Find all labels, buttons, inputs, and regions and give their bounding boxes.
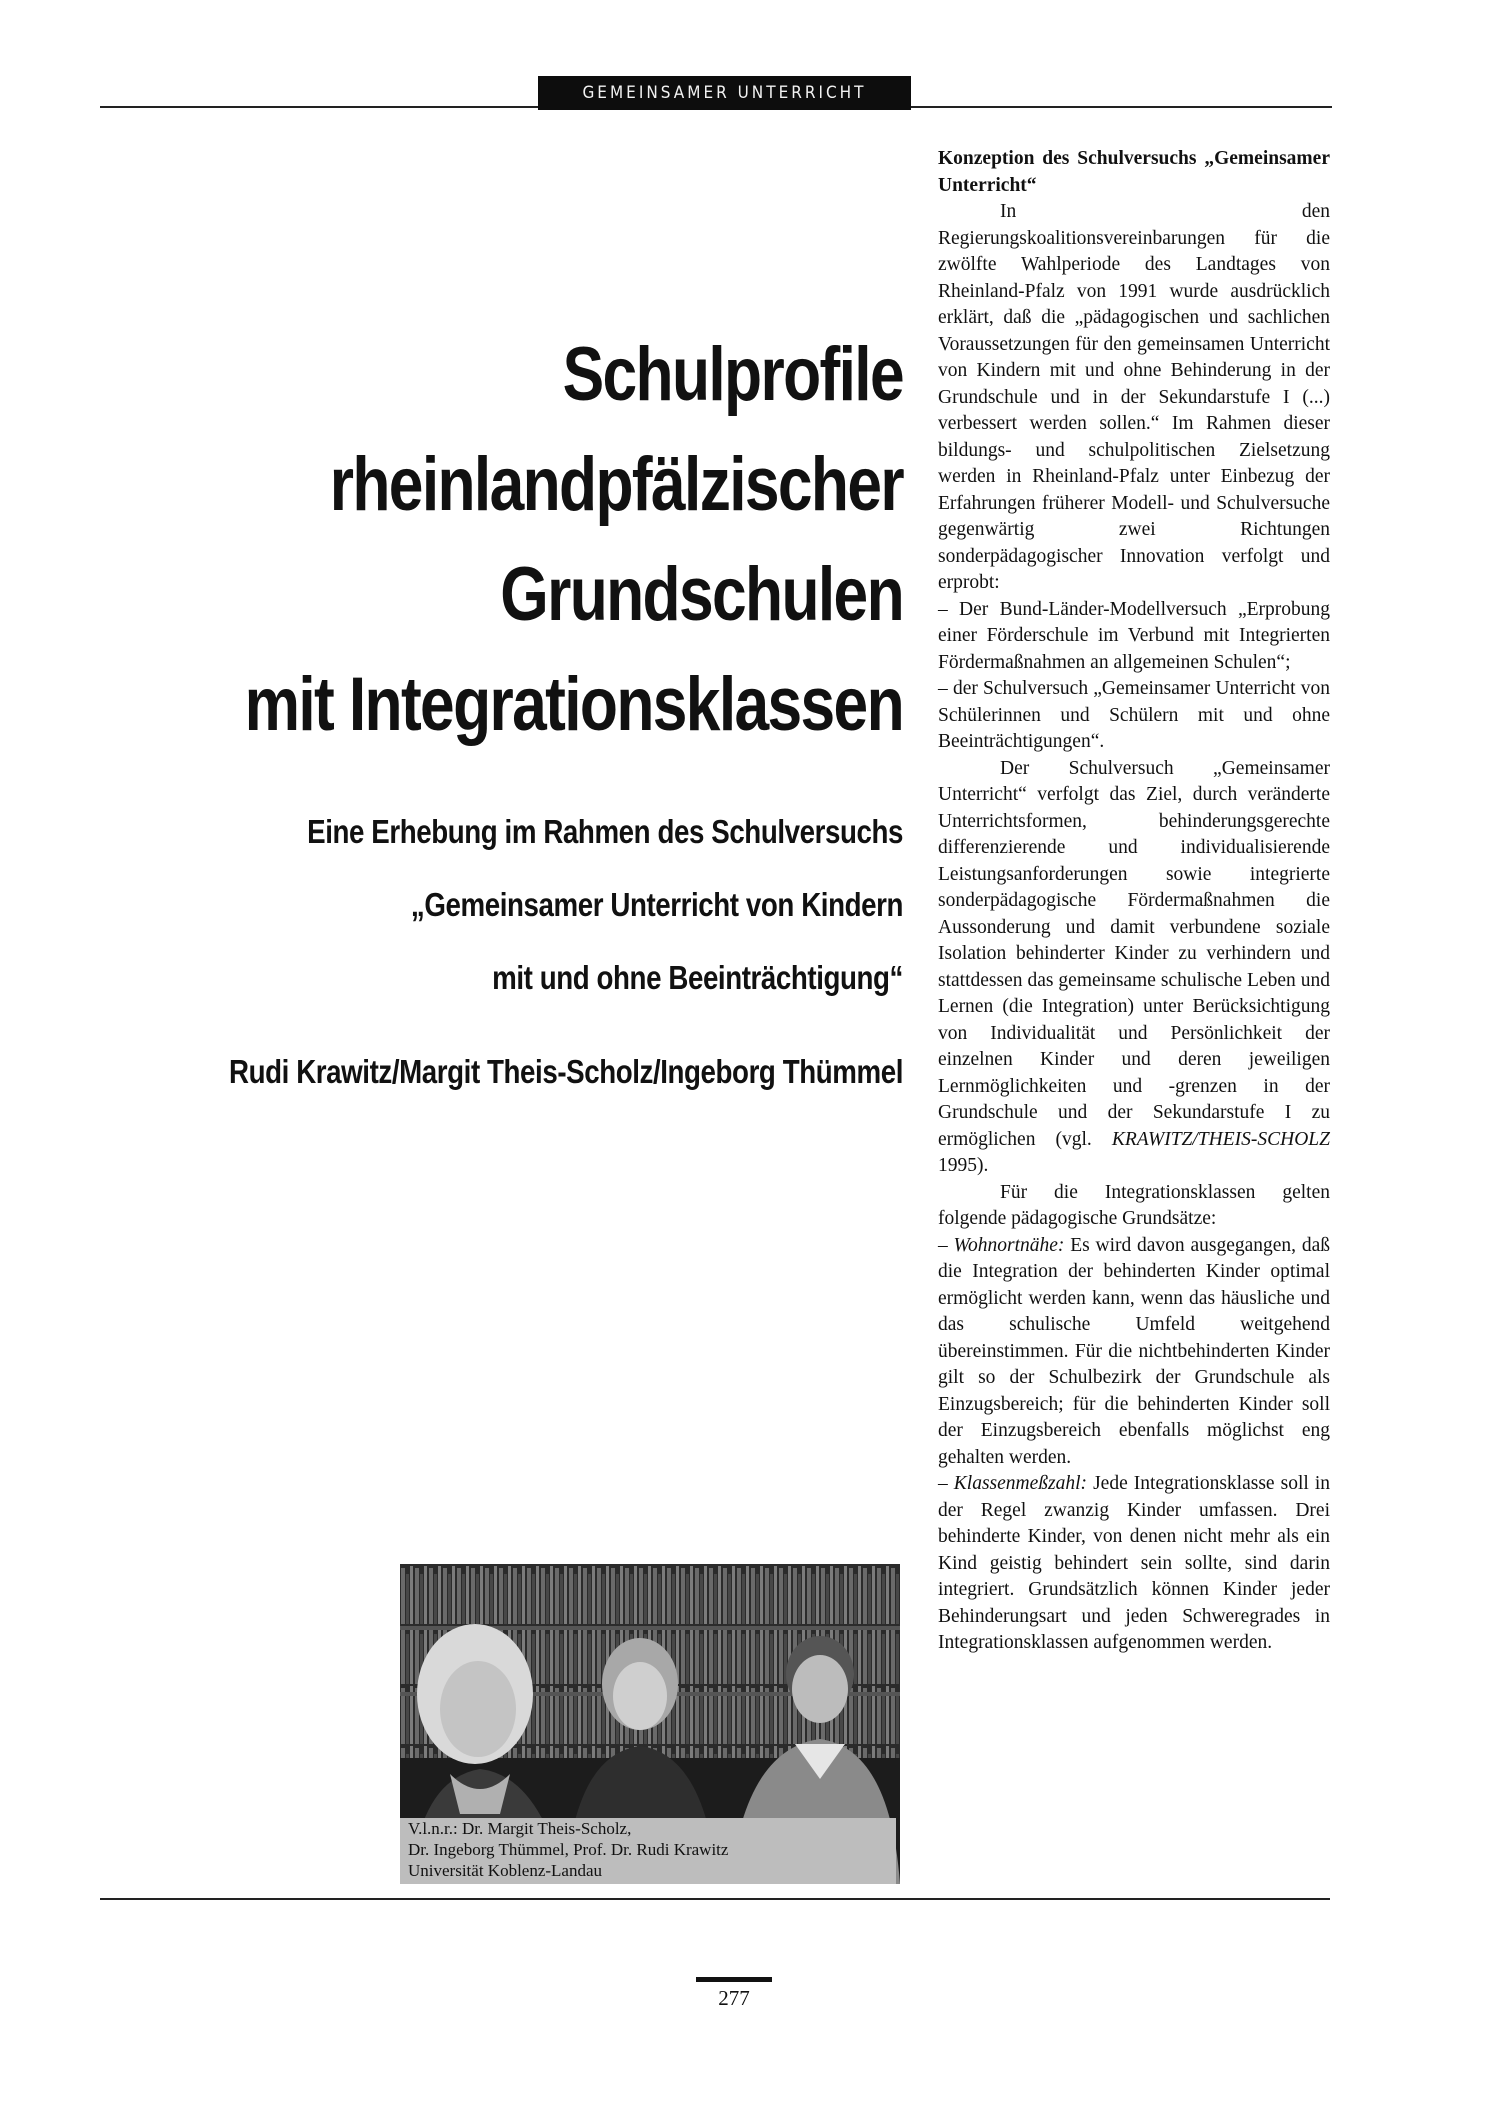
paragraph: In den Regierungskoalitionsvereinbarungen für die zwölfte Wahlperiode des Landtages von Rheinland-Pfalz von 1991 wurde ausdrücklich erklärt, daß die „pädagogischen und sachlichen Voraussetzungen für den gemeinsamen Unterricht von Kindern mit und ohne Behinderung in der Grundschule und in der Sekundarstufe I (...) verbessert werden sollen.“ Im Rahmen dieser bildungs- und schulpolitischen Zielsetzung werden in Rheinland-Pfalz unter Einbezug der Erfahrungen früherer Modell- und Schulversuche gegenwärtig zwei Richtungen sonderpädagogischer Innovation verfolgt und erprobt:	[938, 201, 1330, 593]
title-line: mit Integrationsklassen	[244, 662, 904, 747]
list-item: – Wohnortnähe: Es wird davon ausgegangen, daß die Integration der behinderten Kinder optimal ermöglicht werden kann, wenn das häusliche und das schulische Umfeld weitgehend übereinstimmen. Für die nichtbehinderten Kinder gilt so der Schulbezirk der Grundschule als Einzugsbereich; für die behinderten Kinder soll der Einzugsbereich ebenfalls möglichst eng gehalten werden.	[938, 1234, 1331, 1468]
list-item: – Der Bund-Länder-Modellversuch „Erprobung einer Förderschule im Verbund mit Integrierten Fördermaßnahmen an allgemeinen Schulen“;	[938, 598, 1330, 673]
list-term: Klassenmeßzahl:	[953, 1473, 1088, 1494]
paragraph-text: Der Schulversuch „Gemeinsamer Unterricht“ verfolgt das Ziel, durch veränderte Unterrichtsformen, behinderungsgerechte differenzierende und individualisierende Leistungsanforderungen sowie integrierte sonderpädagogische Fördermaßnahmen die Aussonderung und damit verbundene soziale Isolation behinderter Kinder zu verhindern und stattdessen das gemeinsame schulische Leben und Lernen (die Integration) unter Berücksichtigung von Individualität und Persönlichkeit der einzelnen Kinder und deren jeweiligen Lernmöglichkeiten und -grenzen in der Grundschule und der Sekundarstufe I zu ermöglichen (vgl.	[938, 757, 1330, 1150]
title-line: Grundschulen	[500, 552, 903, 637]
section-label: GEMEINSAMER UNTERRICHT	[538, 76, 911, 110]
article-title	[245, 320, 903, 760]
page-number: 277	[718, 1986, 750, 2010]
subtitle-line: Eine Erhebung im Rahmen des Schulversuchs	[307, 813, 904, 850]
citation-year: 1995).	[938, 1155, 989, 1176]
footer-rule	[100, 1898, 1330, 1900]
list-item: – Klassenmeßzahl: Jede Integrationsklasse soll in der Regel zwanzig Kinder umfassen. Drei behinderte Kinder, von denen nicht mehr als ein Kind geistig behindert sein sollte, sind darin integriert. Grundsätzlich können Kinder jeder Behinderungsart und jeden Schweregrades in Integrationsklassen aufgenommen werden.	[938, 1473, 1330, 1653]
subtitle-line: mit und ohne Beeinträchtigung“	[492, 959, 903, 996]
caption-line: Dr. Ingeborg Thümmel, Prof. Dr. Rudi Krawitz	[408, 1840, 729, 1859]
article-authors: Rudi Krawitz/Margit Theis-Scholz/Ingeborg Thümmel	[229, 1053, 904, 1090]
title-line: Schulprofile	[562, 332, 903, 417]
caption-line: V.l.n.r.: Dr. Margit Theis-Scholz,	[408, 1819, 632, 1838]
paragraph	[938, 756, 1330, 1180]
article-subtitle	[228, 795, 903, 1014]
body-column	[938, 146, 1330, 1657]
citation: KRAWITZ/THEIS-SCHOLZ	[1111, 1128, 1330, 1150]
photo-caption	[400, 1818, 896, 1884]
list-text: Es wird davon ausgegangen, daß die Integration der behinderten Kinder optimal ermöglicht werden kann, wenn das häusliche und das schulische Umfeld weitgehend übereinstimmen. Für die nichtbehinderten Kinder gilt so der Schulbezirk der Grundschule als Einzugsbereich; für die behinderten Kinder soll der Einzugsbereich ebenfalls möglichst eng gehalten werden.	[938, 1234, 1331, 1468]
list-item: – der Schulversuch „Gemeinsamer Unterricht von Schülerinnen und Schülern mit und ohne Beeinträchtigungen“.	[938, 678, 1330, 752]
page-number-mark	[696, 1977, 772, 1982]
list-term: Wohnortnähe:	[953, 1234, 1065, 1256]
title-line: rheinlandpfälzischer	[329, 442, 903, 527]
paragraph: Für die Integrationsklassen gelten folgende pädagogische Grundsätze:	[938, 1181, 1330, 1229]
caption-line: Universität Koblenz-Landau	[408, 1861, 603, 1880]
list-text: Jede Integrationsklasse soll in der Regel zwanzig Kinder umfassen. Drei behinderte Kinder, von denen nicht mehr als ein Kind geistig behindert sein sollte, sind darin integriert. Grundsätzlich können Kinder jeder Behinderungsart und jeden Schweregrades in Integrationsklassen aufgenommen werden.	[938, 1473, 1330, 1653]
section-heading: Konzeption des Schulversuchs „Gemeinsamer Unterricht“	[938, 148, 1330, 196]
subtitle-line: „Gemeinsamer Unterricht von Kindern	[410, 886, 903, 923]
